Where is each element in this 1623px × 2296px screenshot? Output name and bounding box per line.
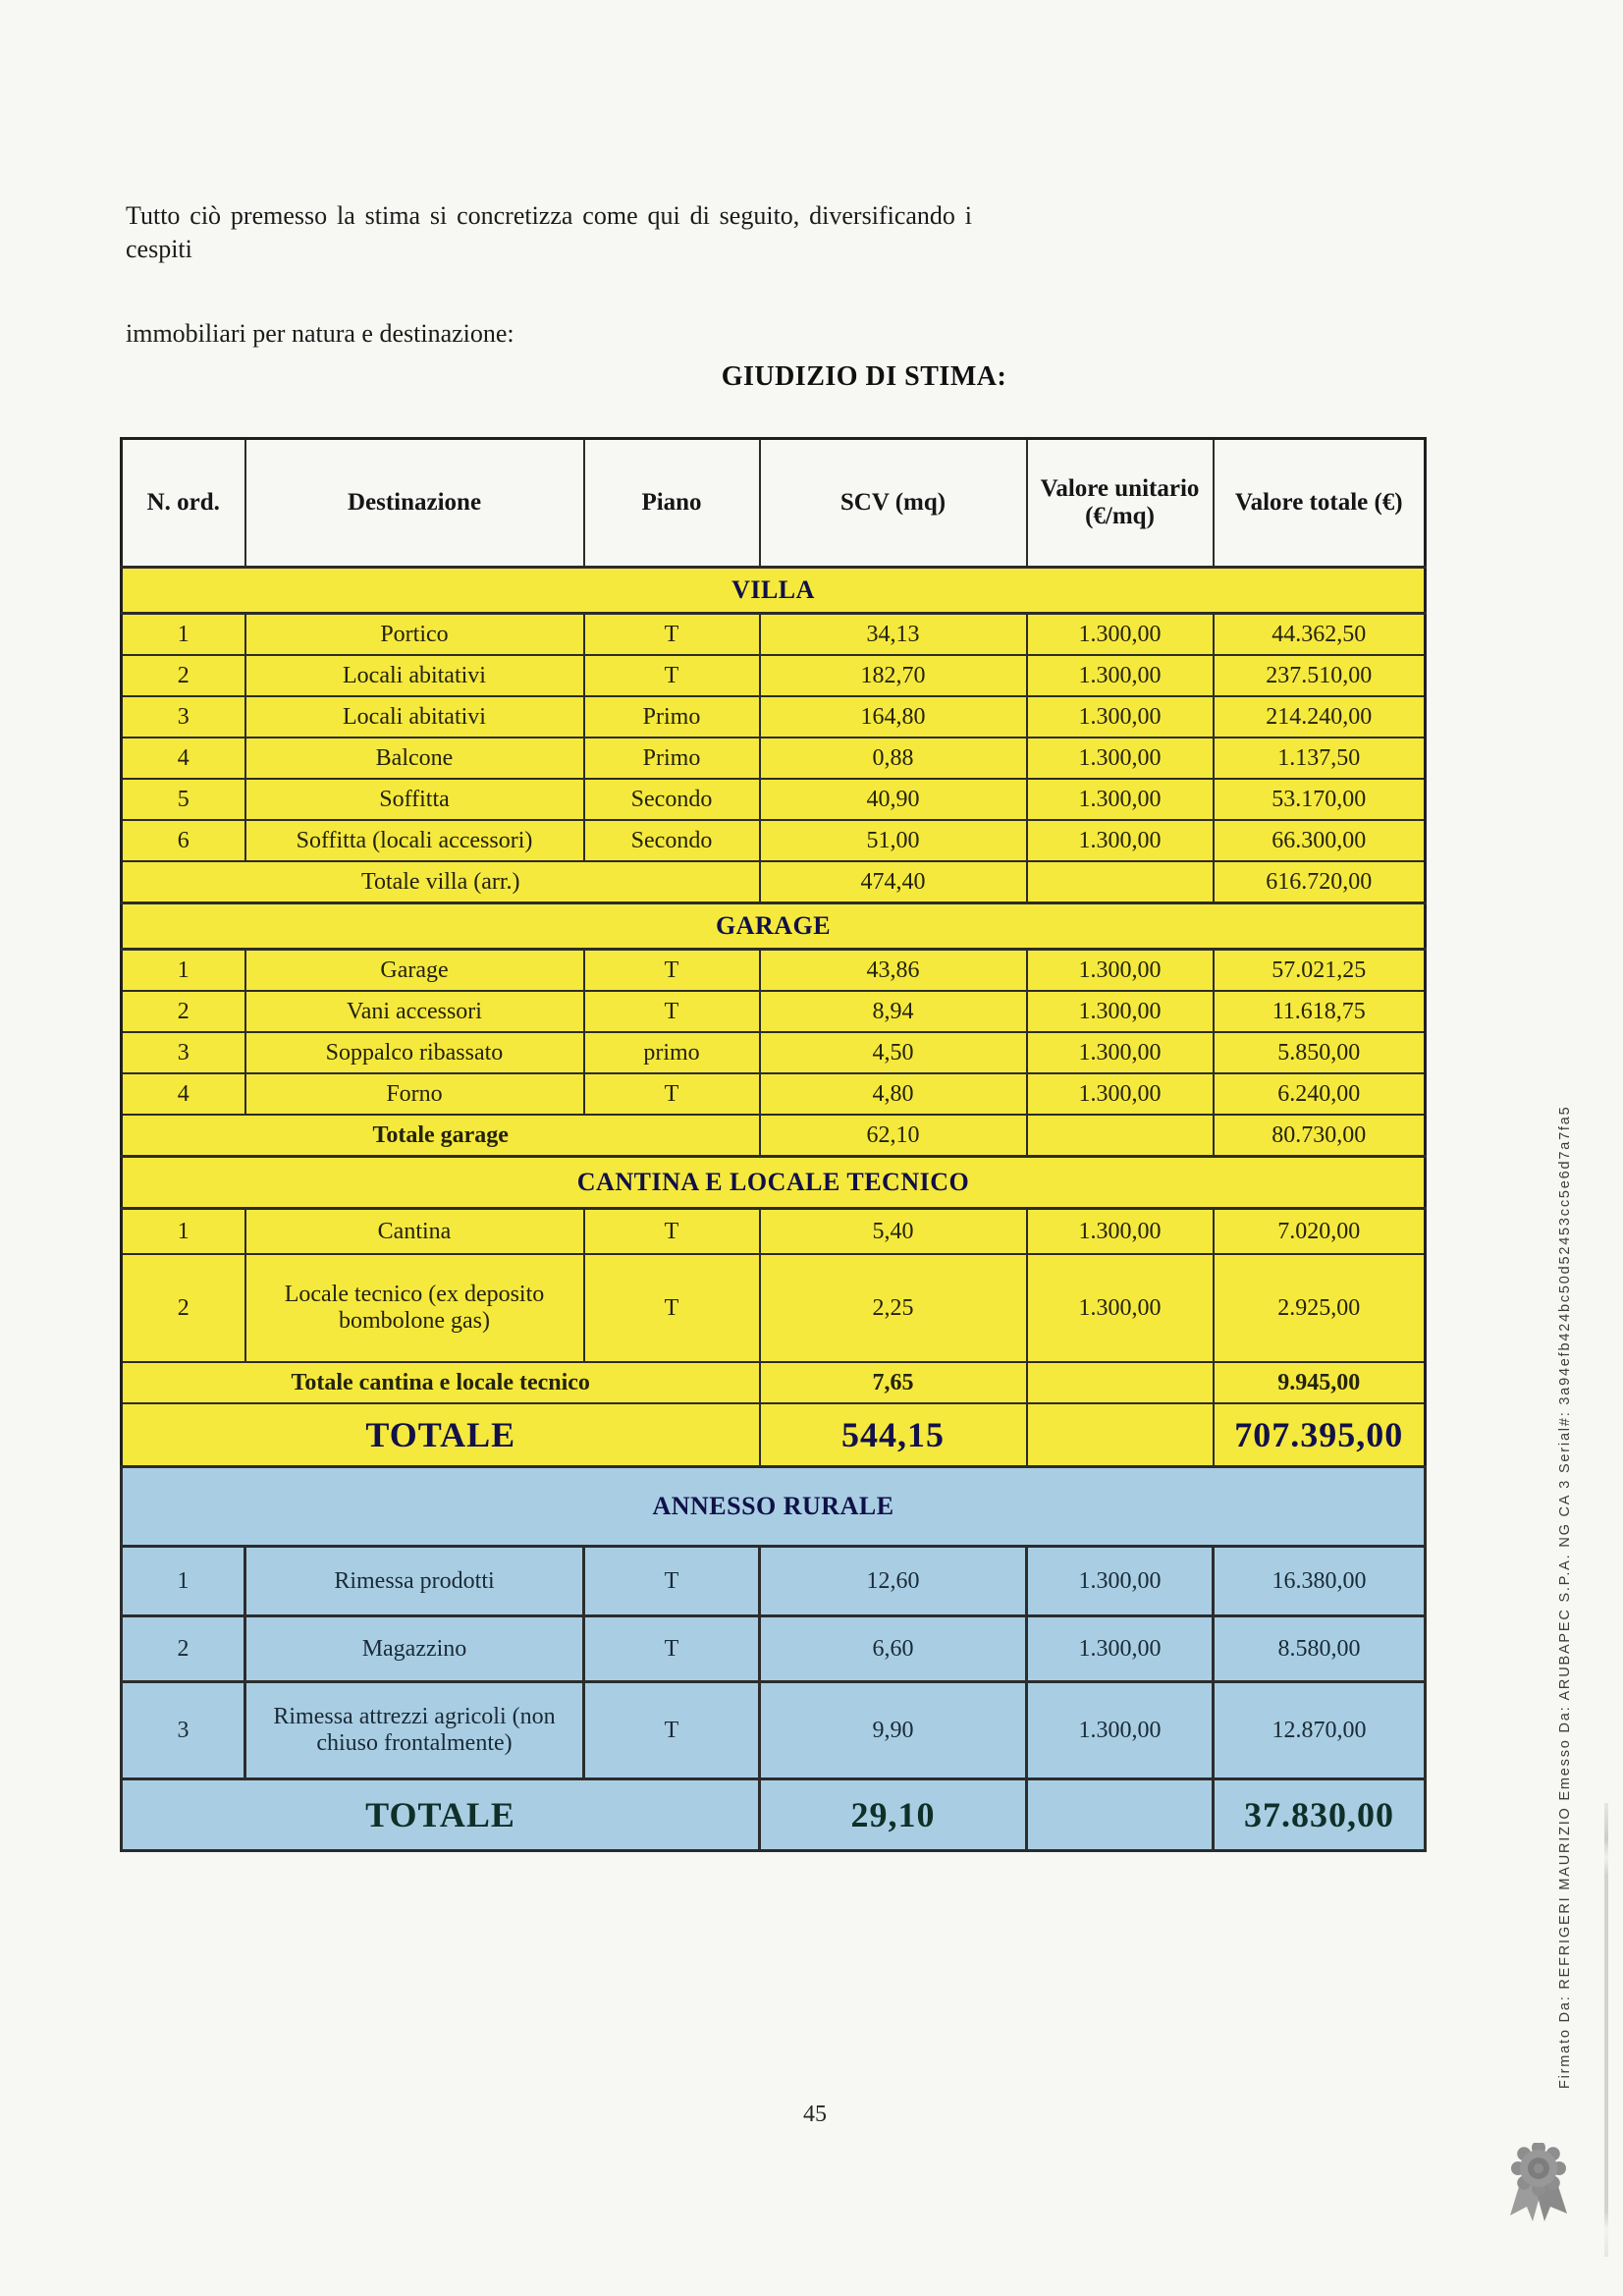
- section-band-label: VILLA: [122, 568, 1426, 614]
- header-cell-scv: SCV (mq): [760, 439, 1027, 568]
- section-band-label: ANNESSO RURALE: [122, 1467, 1426, 1547]
- subtotal-scv: 7,65: [760, 1362, 1027, 1403]
- cell-piano: T: [584, 1254, 760, 1362]
- grand-total-row-annesso: [122, 1779, 1426, 1851]
- section-band-villa: [122, 568, 1426, 614]
- cell-valore-unitario: 1.300,00: [1027, 614, 1214, 656]
- subtotal-label: Totale cantina e locale tecnico: [122, 1362, 760, 1403]
- estimate-table: [120, 437, 1427, 1852]
- subtotal-label: Totale villa (arr.): [122, 861, 760, 903]
- cell-scv: 40,90: [760, 779, 1027, 820]
- cell-scv: 34,13: [760, 614, 1027, 656]
- section-band-label: CANTINA E LOCALE TECNICO: [122, 1157, 1426, 1209]
- table-row: [122, 820, 1426, 861]
- cell-n-ord: 4: [122, 738, 245, 779]
- cell-piano: Primo: [584, 738, 760, 779]
- cell-scv: 5,40: [760, 1209, 1027, 1255]
- cell-destinazione: Locali abitativi: [245, 655, 584, 696]
- cell-valore-unitario: 1.300,00: [1027, 1682, 1214, 1779]
- subtotal-totale: 80.730,00: [1214, 1115, 1426, 1157]
- cell-valore-totale: 12.870,00: [1214, 1682, 1426, 1779]
- cell-n-ord: 2: [122, 991, 245, 1032]
- cell-scv: 6,60: [760, 1616, 1027, 1682]
- cell-valore-unitario: 1.300,00: [1027, 696, 1214, 738]
- cell-scv: 2,25: [760, 1254, 1027, 1362]
- cell-valore-unitario: 1.300,00: [1027, 1547, 1214, 1616]
- subtotal-row-garage: [122, 1115, 1426, 1157]
- section-band-annesso: [122, 1467, 1426, 1547]
- page-title: GIUDIZIO DI STIMA:: [721, 361, 1007, 392]
- subtotal-row-cantina: [122, 1362, 1426, 1403]
- grand-total-label: TOTALE: [122, 1403, 760, 1467]
- cell-piano: T: [584, 950, 760, 992]
- cell-scv: 8,94: [760, 991, 1027, 1032]
- intro-line-2: immobiliari per natura e destinazione:: [126, 319, 514, 348]
- subtotal-scv: 474,40: [760, 861, 1027, 903]
- cell-scv: 12,60: [760, 1547, 1027, 1616]
- subtotal-unit-empty: [1027, 861, 1214, 903]
- header-cell-valore-unitario: Valore unitario (€/mq): [1027, 439, 1214, 568]
- cell-n-ord: 2: [122, 655, 245, 696]
- cell-n-ord: 4: [122, 1073, 245, 1115]
- cell-piano: Primo: [584, 696, 760, 738]
- table-row: [122, 1682, 1426, 1779]
- table-row: [122, 1616, 1426, 1682]
- cell-valore-unitario: 1.300,00: [1027, 1616, 1214, 1682]
- cell-scv: 51,00: [760, 820, 1027, 861]
- cell-scv: 9,90: [760, 1682, 1027, 1779]
- cell-scv: 0,88: [760, 738, 1027, 779]
- table-row: [122, 991, 1426, 1032]
- cell-valore-unitario: 1.300,00: [1027, 655, 1214, 696]
- subtotal-row-villa: [122, 861, 1426, 903]
- header-cell-destinazione: Destinazione: [245, 439, 584, 568]
- cell-piano: T: [584, 614, 760, 656]
- subtotal-unit-empty: [1027, 1115, 1214, 1157]
- grand-total-totale: 37.830,00: [1214, 1779, 1426, 1851]
- cell-valore-unitario: 1.300,00: [1027, 991, 1214, 1032]
- grand-total-unit-empty: [1027, 1779, 1214, 1851]
- intro-paragraph: [126, 199, 972, 351]
- cell-n-ord: 5: [122, 779, 245, 820]
- header-cell-piano: Piano: [584, 439, 760, 568]
- cell-piano: Secondo: [584, 820, 760, 861]
- table-row: [122, 1209, 1426, 1255]
- page-number: 45: [803, 2102, 827, 2127]
- subtotal-totale: 616.720,00: [1214, 861, 1426, 903]
- subtotal-scv: 62,10: [760, 1115, 1027, 1157]
- cell-piano: primo: [584, 1032, 760, 1073]
- cell-valore-totale: 7.020,00: [1214, 1209, 1426, 1255]
- cell-valore-totale: 16.380,00: [1214, 1547, 1426, 1616]
- subtotal-unit-empty: [1027, 1362, 1214, 1403]
- table-header-row: [122, 439, 1426, 568]
- section-band-label: GARAGE: [122, 903, 1426, 950]
- cell-valore-totale: 1.137,50: [1214, 738, 1426, 779]
- cell-piano: Secondo: [584, 779, 760, 820]
- page-edge-line: [1604, 1803, 1608, 2257]
- table-row: [122, 950, 1426, 992]
- grand-total-label: TOTALE: [122, 1779, 760, 1851]
- cell-valore-totale: 2.925,00: [1214, 1254, 1426, 1362]
- grand-total-row-yellow: [122, 1403, 1426, 1467]
- cell-valore-totale: 11.618,75: [1214, 991, 1426, 1032]
- cell-valore-totale: 44.362,50: [1214, 614, 1426, 656]
- table-row: [122, 614, 1426, 656]
- cell-destinazione: Soffitta: [245, 779, 584, 820]
- cell-piano: T: [584, 1682, 760, 1779]
- cell-n-ord: 2: [122, 1616, 245, 1682]
- cell-scv: 4,80: [760, 1073, 1027, 1115]
- cell-destinazione: Soffitta (locali accessori): [245, 820, 584, 861]
- table-row: [122, 1547, 1426, 1616]
- cell-piano: T: [584, 1209, 760, 1255]
- cell-n-ord: 3: [122, 696, 245, 738]
- cell-n-ord: 3: [122, 1682, 245, 1779]
- cell-destinazione: Forno: [245, 1073, 584, 1115]
- section-band-cantina: [122, 1157, 1426, 1209]
- header-cell-n-ord: N. ord.: [122, 439, 245, 568]
- grand-total-scv: 544,15: [760, 1403, 1027, 1467]
- digital-signature-text: Firmato Da: REFRIGERI MAURIZIO Emesso Da: ARUBAPEC S.P.A. NG CA 3 Serial#: 3a94efb424bc50d52453cc5e6d7a7fa5: [1557, 1105, 1573, 2089]
- cell-piano: T: [584, 1073, 760, 1115]
- cell-n-ord: 1: [122, 614, 245, 656]
- cell-piano: T: [584, 655, 760, 696]
- table-row: [122, 738, 1426, 779]
- cell-n-ord: 1: [122, 1209, 245, 1255]
- cell-valore-totale: 5.850,00: [1214, 1032, 1426, 1073]
- subtotal-label: Totale garage: [122, 1115, 760, 1157]
- cell-valore-unitario: 1.300,00: [1027, 1209, 1214, 1255]
- cell-valore-totale: 57.021,25: [1214, 950, 1426, 992]
- cell-scv: 43,86: [760, 950, 1027, 992]
- cell-n-ord: 2: [122, 1254, 245, 1362]
- grand-total-scv: 29,10: [760, 1779, 1027, 1851]
- cell-piano: T: [584, 991, 760, 1032]
- seal-ribbon-icon: [1508, 2143, 1569, 2230]
- cell-destinazione: Portico: [245, 614, 584, 656]
- cell-destinazione: Magazzino: [245, 1616, 584, 1682]
- cell-destinazione: Garage: [245, 950, 584, 992]
- table-row: [122, 779, 1426, 820]
- cell-valore-unitario: 1.300,00: [1027, 1032, 1214, 1073]
- header-cell-valore-totale: Valore totale (€): [1214, 439, 1426, 568]
- cell-valore-totale: 237.510,00: [1214, 655, 1426, 696]
- section-band-garage: [122, 903, 1426, 950]
- cell-destinazione: Locali abitativi: [245, 696, 584, 738]
- cell-n-ord: 1: [122, 1547, 245, 1616]
- grand-total-totale: 707.395,00: [1214, 1403, 1426, 1467]
- cell-destinazione: Balcone: [245, 738, 584, 779]
- table-row: [122, 655, 1426, 696]
- table-row: [122, 696, 1426, 738]
- cell-destinazione: Soppalco ribassato: [245, 1032, 584, 1073]
- cell-valore-unitario: 1.300,00: [1027, 779, 1214, 820]
- cell-n-ord: 1: [122, 950, 245, 992]
- cell-valore-unitario: 1.300,00: [1027, 1254, 1214, 1362]
- cell-valore-totale: 214.240,00: [1214, 696, 1426, 738]
- cell-destinazione: Rimessa attrezzi agricoli (non chiuso frontalmente): [245, 1682, 584, 1779]
- intro-line-1: Tutto ciò premesso la stima si concretizza come qui di seguito, diversificando i cespiti: [126, 201, 972, 263]
- cell-piano: T: [584, 1616, 760, 1682]
- cell-scv: 182,70: [760, 655, 1027, 696]
- subtotal-totale: 9.945,00: [1214, 1362, 1426, 1403]
- cell-n-ord: 6: [122, 820, 245, 861]
- table-row: [122, 1032, 1426, 1073]
- table-row: [122, 1073, 1426, 1115]
- cell-n-ord: 3: [122, 1032, 245, 1073]
- cell-destinazione: Locale tecnico (ex deposito bombolone gas): [245, 1254, 584, 1362]
- cell-valore-totale: 53.170,00: [1214, 779, 1426, 820]
- grand-total-unit-empty: [1027, 1403, 1214, 1467]
- table-row: [122, 1254, 1426, 1362]
- cell-valore-unitario: 1.300,00: [1027, 738, 1214, 779]
- cell-scv: 164,80: [760, 696, 1027, 738]
- cell-valore-unitario: 1.300,00: [1027, 950, 1214, 992]
- cell-valore-totale: 6.240,00: [1214, 1073, 1426, 1115]
- cell-destinazione: Cantina: [245, 1209, 584, 1255]
- cell-piano: T: [584, 1547, 760, 1616]
- cell-destinazione: Vani accessori: [245, 991, 584, 1032]
- cell-destinazione: Rimessa prodotti: [245, 1547, 584, 1616]
- cell-valore-unitario: 1.300,00: [1027, 1073, 1214, 1115]
- cell-scv: 4,50: [760, 1032, 1027, 1073]
- cell-valore-totale: 8.580,00: [1214, 1616, 1426, 1682]
- cell-valore-totale: 66.300,00: [1214, 820, 1426, 861]
- cell-valore-unitario: 1.300,00: [1027, 820, 1214, 861]
